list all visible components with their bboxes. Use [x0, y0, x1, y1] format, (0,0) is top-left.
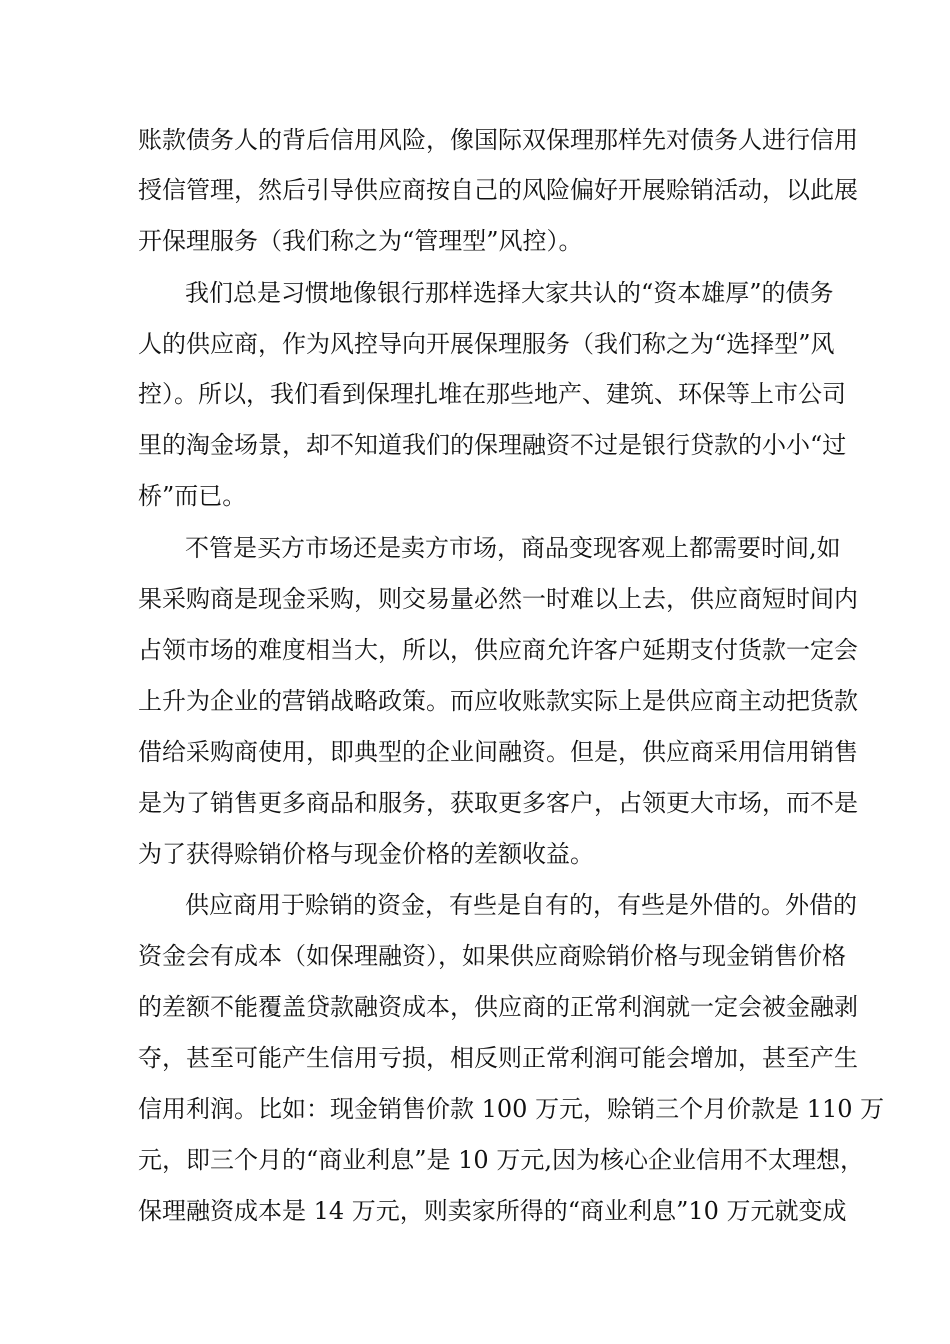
- paragraph-3-line-1: 不管是买方市场还是卖方市场，商品变现客观上都需要时间,如: [185, 534, 841, 562]
- paragraph-2-line-2: 人的供应商，作为风控导向开展保理服务（我们称之为“选择型”风: [138, 330, 835, 358]
- paragraph-1-line-1: 账款债务人的背后信用风险，像国际双保理那样先对债务人进行信用: [138, 126, 858, 154]
- paragraph-3-line-5: 借给采购商使用，即典型的企业间融资。但是，供应商采用信用销售: [138, 738, 858, 766]
- paragraph-4-line-5: 信用利润。比如：现金销售价款 100 万元，赊销三个月价款是 110 万: [138, 1095, 885, 1123]
- paragraph-3-line-6: 是为了销售更多商品和服务，获取更多客户，占领更大市场，而不是: [138, 789, 858, 817]
- paragraph-2-line-4: 里的淘金场景，却不知道我们的保理融资不过是银行贷款的小小“过: [138, 431, 847, 459]
- paragraph-3-line-2: 果采购商是现金采购，则交易量必然一时难以上去，供应商短时间内: [138, 585, 858, 613]
- paragraph-4-line-2: 资金会有成本（如保理融资），如果供应商赊销价格与现金销售价格: [138, 942, 846, 970]
- paragraph-1-line-3: 开保理服务（我们称之为“管理型”风控）。: [138, 227, 583, 255]
- paragraph-4-line-7: 保理融资成本是 14 万元，则卖家所得的“商业利息”10 万元就变成: [138, 1197, 847, 1225]
- paragraph-2-line-5: 桥”而已。: [138, 482, 247, 510]
- paragraph-4-line-1: 供应商用于赊销的资金，有些是自有的，有些是外借的。外借的: [185, 891, 857, 919]
- paragraph-4-line-3: 的差额不能覆盖贷款融资成本，供应商的正常利润就一定会被金融剥: [138, 993, 858, 1021]
- paragraph-2-line-1: 我们总是习惯地像银行那样选择大家共认的“资本雄厚”的债务: [185, 279, 834, 307]
- paragraph-3-line-3: 占领市场的难度相当大，所以，供应商允许客户延期支付货款一定会: [138, 636, 858, 664]
- paragraph-3-line-4: 上升为企业的营销战略政策。而应收账款实际上是供应商主动把货款: [138, 687, 858, 715]
- paragraph-4-line-6: 元，即三个月的“商业利息”是 10 万元,因为核心企业信用不太理想，: [138, 1146, 864, 1174]
- paragraph-3-line-7: 为了获得赊销价格与现金价格的差额收益。: [138, 840, 594, 868]
- paragraph-1-line-2: 授信管理，然后引导供应商按自己的风险偏好开展赊销活动，以此展: [138, 176, 858, 204]
- paragraph-2-line-3: 控）。所以，我们看到保理扎堆在那些地产、建筑、环保等上市公司: [138, 380, 846, 408]
- paragraph-4-line-4: 夺，甚至可能产生信用亏损，相反则正常利润可能会增加，甚至产生: [138, 1044, 858, 1072]
